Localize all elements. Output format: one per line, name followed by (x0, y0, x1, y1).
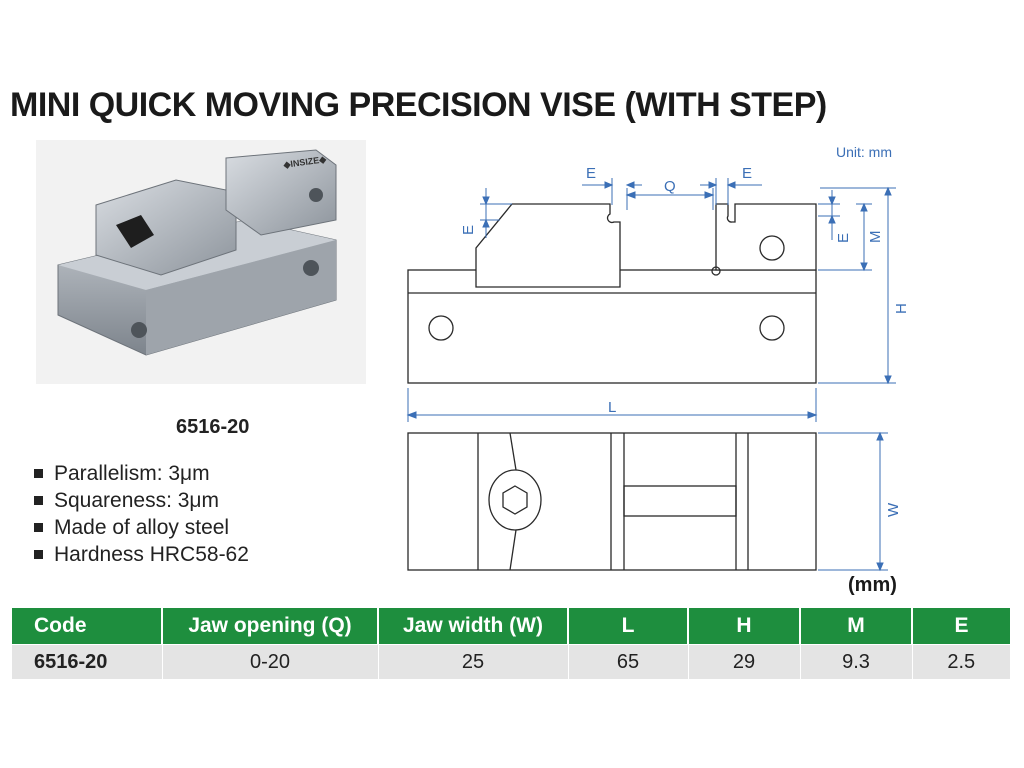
col-header-l: L (568, 608, 688, 645)
spec-item: Parallelism: 3μm (34, 460, 249, 487)
bullet-icon (34, 496, 43, 505)
dim-label-l: L (608, 399, 617, 416)
cell-m: 9.3 (800, 645, 912, 680)
col-header-jaw-opening: Jaw opening (Q) (162, 608, 378, 645)
cell-l: 65 (568, 645, 688, 680)
product-photo (36, 140, 366, 384)
bullet-icon (34, 550, 43, 559)
spec-item: Hardness HRC58-62 (34, 541, 249, 568)
dim-label-e: E (835, 232, 852, 243)
technical-drawing (395, 155, 920, 580)
spec-table (12, 608, 1010, 679)
bullet-icon (34, 523, 43, 532)
dim-label-h: H (893, 303, 910, 314)
page-title: MINI QUICK MOVING PRECISION VISE (WITH STEP) (10, 86, 827, 124)
table-header-row (12, 608, 1010, 645)
product-code: 6516-20 (176, 416, 250, 438)
unit-label: Unit: mm (836, 144, 892, 160)
spec-item: Squareness: 3μm (34, 487, 249, 514)
dim-label-m: M (867, 230, 884, 243)
bullet-icon (34, 469, 43, 478)
col-header-h: H (688, 608, 800, 645)
table-row (12, 645, 1010, 680)
dim-label-e: E (460, 224, 477, 235)
dim-label-w: W (885, 502, 902, 517)
specs-list (34, 460, 249, 568)
dim-label-e: E (586, 165, 597, 182)
cell-code: 6516-20 (12, 645, 162, 680)
cell-jaw-width: 25 (378, 645, 568, 680)
top-view-outline (408, 433, 816, 570)
col-header-jaw-width: Jaw width (W) (378, 608, 568, 645)
cell-e: 2.5 (912, 645, 1010, 680)
col-header-m: M (800, 608, 912, 645)
dim-label-e: E (742, 165, 753, 182)
photo-brand-logo: ◆INSIZE◆ (282, 154, 327, 170)
table-unit-label: (mm) (848, 574, 897, 596)
spec-item: Made of alloy steel (34, 514, 249, 541)
col-header-code: Code (12, 608, 162, 645)
cell-jaw-opening: 0-20 (162, 645, 378, 680)
dim-label-q: Q (664, 178, 676, 195)
col-header-e: E (912, 608, 1010, 645)
cell-h: 29 (688, 645, 800, 680)
